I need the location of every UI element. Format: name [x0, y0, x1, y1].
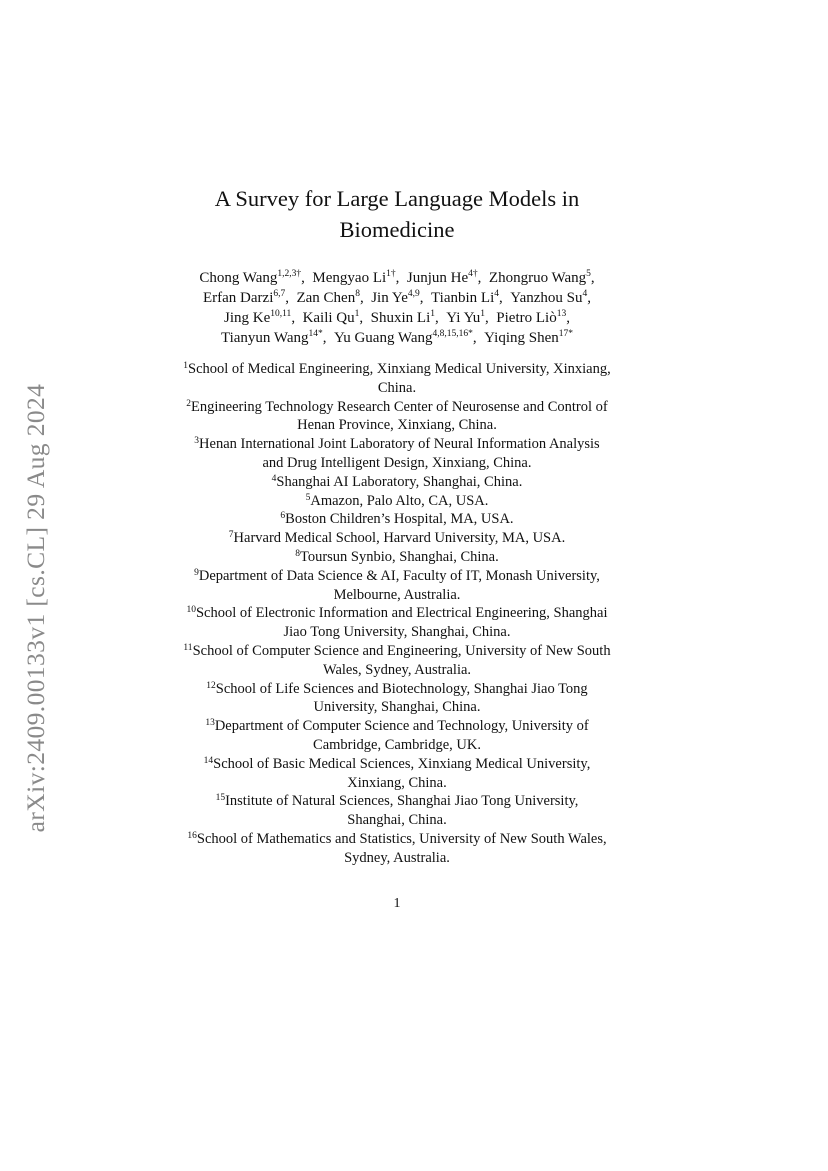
affiliation-text: Boston Children’s Hospital, MA, USA.	[285, 511, 514, 528]
affiliation-line	[140, 586, 654, 605]
affiliation-text: Toursun Synbio, Shanghai, China.	[299, 548, 499, 565]
affiliation-line	[140, 849, 654, 868]
affiliation-line	[140, 792, 654, 811]
author-name	[510, 290, 587, 306]
affiliation-number: 12	[206, 680, 216, 691]
affiliation-number: 4	[271, 473, 277, 484]
affiliation-text: Jiao Tong University, Shanghai, China.	[283, 624, 511, 641]
author-line: Erfan Darzi$^{6,7}$, Zan Chen$^8$, Jin Ye$^{4,9}$, Tianbin Li$^4$, Yanzhou Su$^4$,	[202, 289, 591, 306]
author-list	[140, 268, 654, 348]
author-name	[296, 290, 359, 306]
affiliation-line	[140, 755, 654, 774]
affiliation-text: Melbourne, Australia.	[333, 586, 461, 603]
affiliation-number: 16	[187, 830, 197, 841]
author-name-text: Yiqing Shen	[484, 330, 559, 346]
affiliation-line	[140, 454, 654, 473]
affiliation-text: Department of Data Science & AI, Faculty of IT, Monash University,	[198, 567, 600, 584]
affiliation-number: 13	[205, 718, 215, 729]
affiliation-line	[140, 736, 654, 755]
affiliation-text: Institute of Natural Sciences, Shanghai Jiao Tong University,	[225, 793, 579, 810]
affiliation-text: School of Electronic Information and Electrical Engineering, Shanghai	[195, 605, 608, 622]
author-name-text: Mengyao Li	[312, 270, 387, 286]
author-name-text: Shuxin Li	[370, 310, 431, 326]
affiliation-number: 8	[295, 548, 300, 559]
author-name	[371, 310, 435, 326]
affiliation-line	[140, 680, 654, 699]
author-name	[312, 270, 395, 286]
author-affiliation-marker: 17*	[558, 329, 574, 339]
affiliation-number: 10	[186, 605, 196, 616]
author-name	[224, 310, 291, 326]
affiliation-number: 11	[183, 642, 193, 653]
arxiv-identifier: arXiv:2409.00133v1 [cs.CL] 29 Aug 2024	[21, 383, 50, 833]
author-affiliation-marker: 4,9	[407, 289, 420, 299]
affiliation-text: Shanghai AI Laboratory, Shanghai, China.	[276, 473, 523, 490]
affiliation-text: School of Mathematics and Statistics, University of New South Wales,	[196, 830, 607, 847]
affiliation-text: Engineering Technology Research Center of Neurosense and Control of	[191, 398, 608, 415]
author-affiliation-marker: 1	[430, 309, 435, 319]
affiliation-line	[140, 416, 654, 435]
affiliation-line	[140, 717, 654, 736]
affiliation-line	[140, 529, 654, 548]
affiliation-line	[140, 567, 654, 586]
author-name-text: Zan Chen	[296, 290, 356, 306]
affiliation-line	[140, 642, 654, 661]
affiliation-number: 3	[194, 436, 200, 447]
affiliation-number: 15	[215, 793, 226, 804]
author-name	[334, 330, 473, 346]
author-name-text: Zhongruo Wang	[488, 270, 587, 286]
affiliation-text: School of Life Sciences and Biotechnology, Shanghai Jiao Tong	[215, 680, 588, 697]
affiliation-line	[140, 698, 654, 717]
title-line: A Survey for Large Language Models in	[214, 186, 580, 211]
author-name	[371, 290, 420, 306]
affiliation-line	[140, 604, 654, 623]
affiliation-line	[140, 548, 654, 567]
author-name-text: Kaili Qu	[302, 310, 355, 326]
affiliation-line	[140, 379, 654, 398]
affiliation-text: Amazon, Palo Alto, CA, USA.	[310, 492, 489, 509]
affiliation-number: 14	[203, 755, 214, 766]
affiliation-line	[140, 510, 654, 529]
paper-title	[150, 183, 644, 245]
affiliation-text: Shanghai, China.	[347, 812, 447, 829]
author-affiliation-marker: 4,8,15,16*	[432, 329, 473, 339]
affiliation-text: Sydney, Australia.	[344, 849, 450, 866]
affiliation-line	[140, 774, 654, 793]
author-name	[446, 310, 485, 326]
author-affiliation-marker: 1	[354, 309, 360, 319]
author-affiliation-marker: 8	[355, 289, 360, 299]
affiliation-number: 2	[186, 398, 192, 409]
author-name-text: Jing Ke	[224, 310, 271, 326]
affiliation-number: 9	[194, 567, 199, 578]
affiliation-number: 7	[228, 530, 234, 541]
affiliation-text: China.	[377, 379, 417, 396]
author-affiliation-marker: 1	[480, 309, 486, 319]
author-name-text: Tianbin Li	[431, 290, 495, 306]
author-name	[496, 310, 566, 326]
author-name-text: Yu Guang Wang	[334, 330, 433, 346]
affiliation-text: Henan International Joint Laboratory of Neural Information Analysis	[199, 436, 600, 453]
author-name-text: Jin Ye	[371, 290, 408, 306]
affiliation-text: School of Medical Engineering, Xinxiang Medical University, Xinxiang,	[188, 361, 611, 377]
author-name-text: Tianyun Wang	[220, 330, 309, 346]
author-affiliation-marker: 14*	[308, 329, 323, 339]
author-affiliation-marker: 10,11	[270, 309, 292, 319]
author-name	[484, 330, 573, 346]
affiliation-text: Harvard Medical School, Harvard University, MA, USA.	[233, 530, 566, 547]
author-affiliation-marker: 6,7	[273, 289, 286, 299]
affiliation-line	[140, 435, 654, 454]
affiliation-line	[140, 473, 654, 492]
affiliation-text: University, Shanghai, China.	[313, 699, 481, 716]
author-affiliation-marker: 13	[556, 309, 567, 319]
author-name	[199, 270, 301, 286]
author-affiliation-marker: 4†	[468, 269, 478, 279]
author-line: Tianyun Wang$^{14*}$, Yu Guang Wang$^{4,8,15,16*}$, Yiqing Shen$^{17*}$	[220, 329, 574, 346]
affiliation-line	[140, 811, 654, 830]
author-affiliation-marker: 4	[582, 289, 588, 299]
affiliation-number: 1	[183, 361, 189, 371]
author-name	[221, 330, 323, 346]
affiliation-line	[140, 360, 654, 379]
author-line: Chong Wang$^{1,2,3\dagger}$, Mengyao $Li^{1\dagger}$, Junjun $He^{4\dagger}$, Zhongruo Wang$^5$,	[199, 269, 595, 286]
author-affiliation-marker: 1,2,3†	[277, 269, 302, 279]
affiliation-text: Cambridge, Cambridge, UK.	[313, 736, 481, 753]
affiliation-text: Department of Computer Science and Technology, University of	[214, 718, 589, 735]
affiliation-line	[140, 492, 654, 511]
author-name-text: Yanzhou Su	[510, 290, 583, 306]
page-number: 1	[393, 896, 401, 911]
affiliation-text: Wales, Sydney, Australia.	[322, 661, 472, 678]
author-name-text: Erfan Darzi	[202, 290, 274, 306]
affiliation-list	[140, 360, 654, 868]
title-line: Biomedicine	[339, 217, 455, 242]
author-name-text: Chong Wang	[199, 270, 278, 286]
author-name	[489, 270, 591, 286]
affiliation-line	[140, 398, 654, 417]
affiliation-number: 5	[305, 492, 311, 503]
affiliation-text: Xinxiang, China.	[347, 774, 447, 791]
affiliation-line	[140, 623, 654, 642]
affiliation-text: Henan Province, Xinxiang, China.	[297, 417, 497, 434]
author-name-text: Pietro Liò	[496, 310, 557, 326]
author-name-text: Junjun He	[406, 270, 469, 286]
author-affiliation-marker: 5	[586, 269, 591, 279]
affiliation-number: 6	[280, 511, 286, 522]
author-name	[303, 310, 360, 326]
affiliation-text: School of Basic Medical Sciences, Xinxiang Medical University,	[213, 755, 591, 772]
affiliation-text: and Drug Intelligent Design, Xinxiang, China.	[262, 454, 532, 471]
author-name-text: Yi Yu	[446, 310, 481, 326]
author-affiliation-marker: 4	[494, 289, 499, 299]
affiliation-line	[140, 830, 654, 849]
author-name	[431, 290, 499, 306]
author-line: Jing Ke$^{10,11}$, Kaili Qu$^1$, Shuxin Li$^1$, Yi Yu$^1$, Pietro Liò$^{13}$,	[224, 309, 570, 326]
affiliation-text: School of Computer Science and Engineering, University of New South	[192, 642, 611, 659]
author-affiliation-marker: 1†	[386, 269, 396, 279]
author-name	[407, 270, 478, 286]
author-name	[203, 290, 285, 306]
affiliation-line	[140, 661, 654, 680]
